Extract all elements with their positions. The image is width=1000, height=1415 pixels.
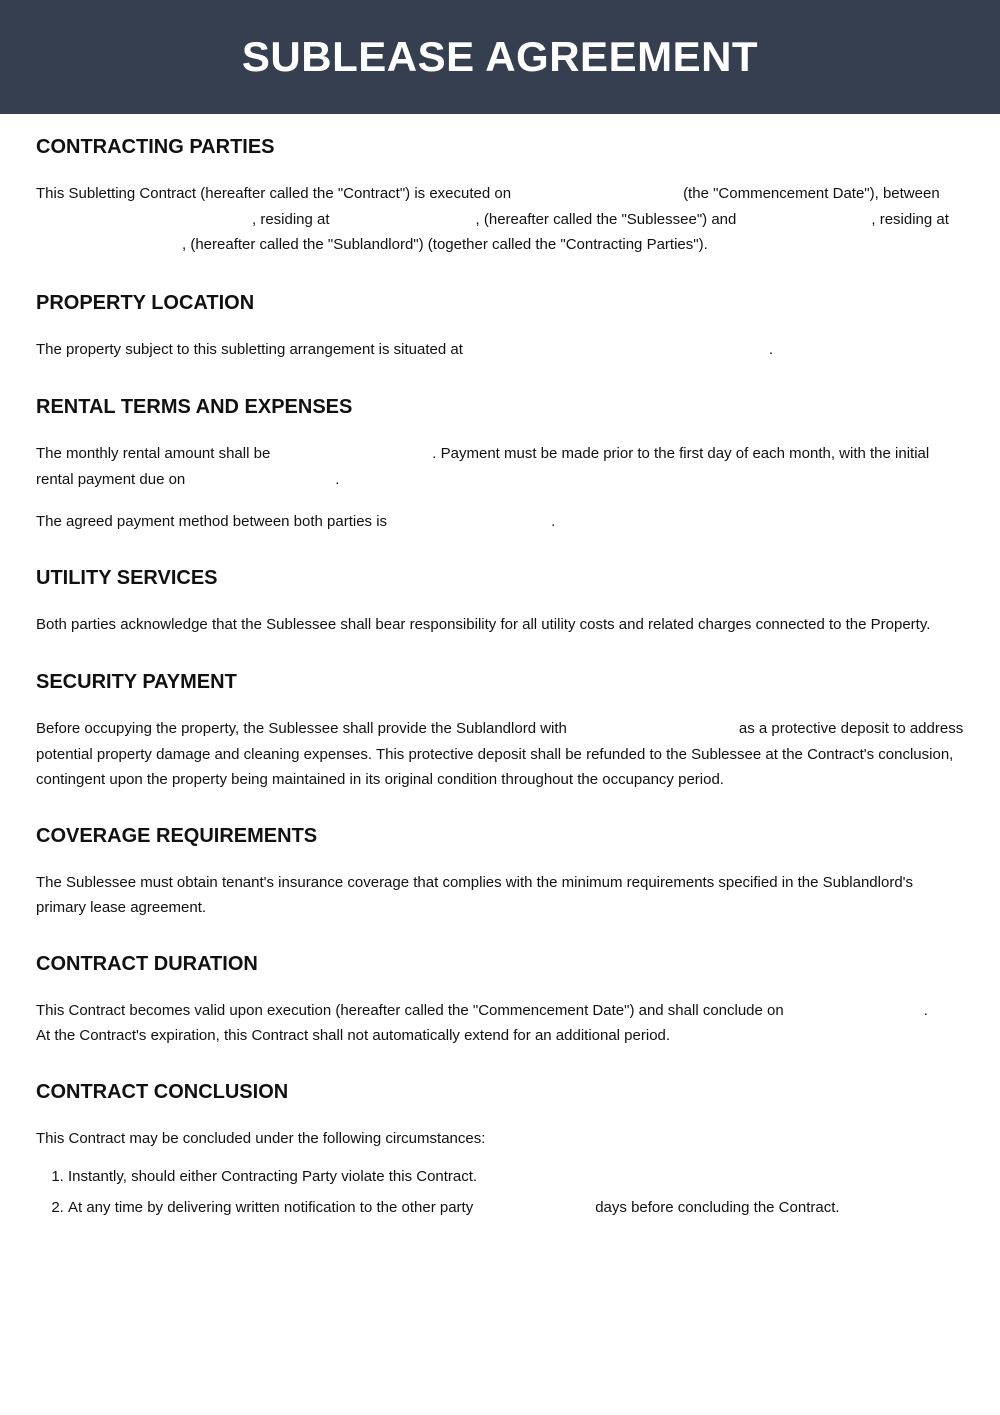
parties-text-5: , residing at xyxy=(871,210,949,228)
parties-text-4: , (hereafter called the "Sublessee") and xyxy=(475,210,737,228)
location-text-1: The property subject to this subletting arrangement is situated at xyxy=(36,340,463,358)
location-paragraph xyxy=(36,337,964,363)
section-security-payment xyxy=(36,671,964,793)
rental-text-2: . Payment must be made prior to the first day of each month, with the initial rental payment due on xyxy=(36,445,930,488)
parties-text-3: , residing at xyxy=(252,210,330,228)
monthly-rent-field[interactable] xyxy=(270,444,432,458)
sublandlord-address-field[interactable] xyxy=(36,235,182,249)
security-text-2: as a protective deposit to address potential property damage and cleaning expenses. This protective deposit shall be refunded to the Sublessee at the Contract's conclusion, contingent upon the property being maintained in its original condition throughout the occupancy period. xyxy=(36,720,964,788)
section-contract-duration xyxy=(36,953,964,1049)
document-body xyxy=(0,114,1000,1223)
parties-text-2: (the "Commencement Date"), between xyxy=(683,185,940,202)
sublessee-address-field[interactable] xyxy=(330,210,476,224)
utility-paragraph: Both parties acknowledge that the Sublessee shall bear responsibility for all utility costs and related charges connected to the Property. xyxy=(36,615,931,633)
conclusion-intro: This Contract may be concluded under the following circumstances: xyxy=(36,1129,486,1147)
rental-text-3: . xyxy=(335,470,340,488)
section-property-location xyxy=(36,292,964,363)
section-contract-conclusion xyxy=(36,1081,964,1224)
rental-text-1: The monthly rental amount shall be xyxy=(36,445,271,462)
rental-paragraph-1 xyxy=(36,441,964,492)
section-heading: PROPERTY LOCATION xyxy=(36,291,255,314)
rental-text-4: The agreed payment method between both parties is xyxy=(36,513,388,530)
section-heading: CONTRACTING PARTIES xyxy=(36,136,275,158)
end-date-field[interactable] xyxy=(784,1001,924,1015)
sublessee-name-field[interactable] xyxy=(36,210,252,224)
sublandlord-name-field[interactable] xyxy=(736,210,871,224)
list-item-text: Instantly, should either Contracting Party violate this Contract. xyxy=(68,1168,478,1185)
parties-text-1: This Subletting Contract (hereafter called the "Contract") is executed on xyxy=(36,185,512,202)
document-header xyxy=(0,0,1000,114)
first-payment-date-field[interactable] xyxy=(185,470,335,484)
list-item-text: days before concluding the Contract. xyxy=(595,1199,840,1216)
duration-text-2: . xyxy=(923,1001,928,1019)
section-heading: UTILITY SERVICES xyxy=(36,566,218,589)
deposit-amount-field[interactable] xyxy=(567,719,739,733)
security-paragraph xyxy=(36,716,964,793)
parties-paragraph xyxy=(36,181,964,258)
payment-method-field[interactable] xyxy=(387,512,551,526)
document-title: SUBLEASE AGREEMENT xyxy=(241,33,759,80)
section-heading: CONTRACT DURATION xyxy=(36,952,258,975)
parties-text-6: , (hereafter called the "Sublandlord") (together called the "Contracting Parties"). xyxy=(182,236,708,253)
list-item xyxy=(68,1161,964,1192)
notice-days-field[interactable] xyxy=(473,1198,595,1212)
location-text-2: . xyxy=(768,340,774,358)
rental-paragraph-2 xyxy=(36,509,964,535)
list-item xyxy=(68,1192,964,1223)
commencement-date-field[interactable] xyxy=(511,184,683,198)
section-contracting-parties xyxy=(36,136,964,258)
duration-text-1: This Contract becomes valid upon execution (hereafter called the "Commencement Date") and shall conclude on xyxy=(36,1001,784,1019)
coverage-paragraph: The Sublessee must obtain tenant's insurance coverage that complies with the minimum requirements specified in the Sublandlord's primary lease agreement. xyxy=(36,873,914,916)
section-heading: RENTAL TERMS AND EXPENSES xyxy=(36,396,353,418)
section-rental-terms xyxy=(36,396,964,535)
section-heading: COVERAGE REQUIREMENTS xyxy=(36,824,318,847)
section-heading: SECURITY PAYMENT xyxy=(36,671,237,693)
duration-paragraph-1 xyxy=(36,998,964,1024)
duration-paragraph-2: At the Contract's expiration, this Contract shall not automatically extend for an additional period. xyxy=(36,1027,671,1044)
rental-text-5: . xyxy=(551,513,556,530)
section-coverage-requirements xyxy=(36,825,964,921)
section-heading: CONTRACT CONCLUSION xyxy=(36,1080,289,1103)
security-text-1: Before occupying the property, the Sublessee shall provide the Sublandlord with xyxy=(36,720,567,737)
list-item-text: At any time by delivering written notification to the other party xyxy=(68,1199,474,1216)
property-address-field[interactable] xyxy=(463,340,769,354)
section-utility-services xyxy=(36,567,964,638)
conclusion-list xyxy=(36,1161,964,1223)
